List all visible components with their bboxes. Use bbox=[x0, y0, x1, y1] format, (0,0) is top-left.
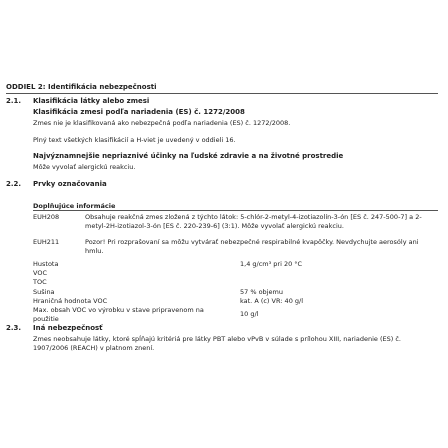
s21-text2: Plný text všetkých klasifikácií a H-viet je uvedený v oddieli 16. bbox=[33, 136, 236, 144]
euh208-code: EUH208 bbox=[33, 213, 60, 221]
prop-value: 57 % objemu bbox=[240, 288, 283, 296]
s23-text: Zmes neobsahuje látky, ktoré spĺňajú kritériá pre látky PBT alebo vPvB v súlade s prílohou XIII, nariadenie (ES) č. 1907/2006 (REACH) v platnom znení. bbox=[33, 335, 401, 352]
prop-label: VOC bbox=[33, 269, 47, 277]
section-heading-rule bbox=[6, 93, 438, 94]
prop-label: Sušina bbox=[33, 288, 55, 296]
s22-supp-rule bbox=[33, 210, 438, 211]
prop-value: 10 g/l bbox=[240, 310, 259, 318]
s21-effects-text: Môže vyvolať alergickú reakciu. bbox=[33, 163, 136, 171]
prop-label: TOC bbox=[33, 278, 47, 286]
s21-title: Klasifikácia látky alebo zmesi bbox=[33, 97, 150, 105]
s21-number: 2.1. bbox=[6, 97, 22, 105]
euh211-code: EUH211 bbox=[33, 238, 60, 246]
s21-effects-title: Najvýznamnejšie nepriaznivé účinky na ľudské zdravie a na životné prostredie bbox=[33, 152, 344, 160]
prop-value: 1,4 g/cm³ pri 20 °C bbox=[240, 260, 303, 268]
s23-title: Iná nebezpečnosť bbox=[33, 324, 103, 332]
s23-number: 2.3. bbox=[6, 324, 22, 332]
prop-label: Hraničná hodnota VOC bbox=[33, 297, 108, 305]
euh211-text: Pozor! Pri rozprašovaní sa môžu vytvárať nebezpečné respirabilné kvapôčky. Nevdychujte aerosóly ani hmlu. bbox=[85, 238, 419, 255]
s21-subtitle: Klasifikácia zmesi podľa nariadenia (ES) č. 1272/2008 bbox=[33, 108, 245, 116]
prop-label: Max. obsah VOC vo výrobku v stave pripravenom na použitie bbox=[33, 306, 204, 323]
s22-number: 2.2. bbox=[6, 180, 22, 188]
prop-label: Hustota bbox=[33, 260, 59, 268]
s22-supp-title: Doplňujúce informácie bbox=[33, 202, 116, 210]
section-heading: ODDIEL 2: Identifikácia nebezpečnosti bbox=[6, 83, 157, 91]
s21-text1: Zmes nie je klasifikovaná ako nebezpečná podľa nariadenia (ES) č. 1272/2008. bbox=[33, 119, 291, 127]
s22-title: Prvky označovania bbox=[33, 180, 107, 188]
euh208-text: Obsahuje reakčná zmes zložená z týchto látok: 5-chlór-2-metyl-4-izotiazolín-3-ón [ES č. 247-500-7] a 2-metyl-2H-izotiazol-3-ón [ES č. 220-239-6] (3:1). Môže vyvolať alergickú reakciu. bbox=[85, 213, 422, 230]
prop-value: kat. A (c) VR: 40 g/l bbox=[240, 297, 304, 305]
